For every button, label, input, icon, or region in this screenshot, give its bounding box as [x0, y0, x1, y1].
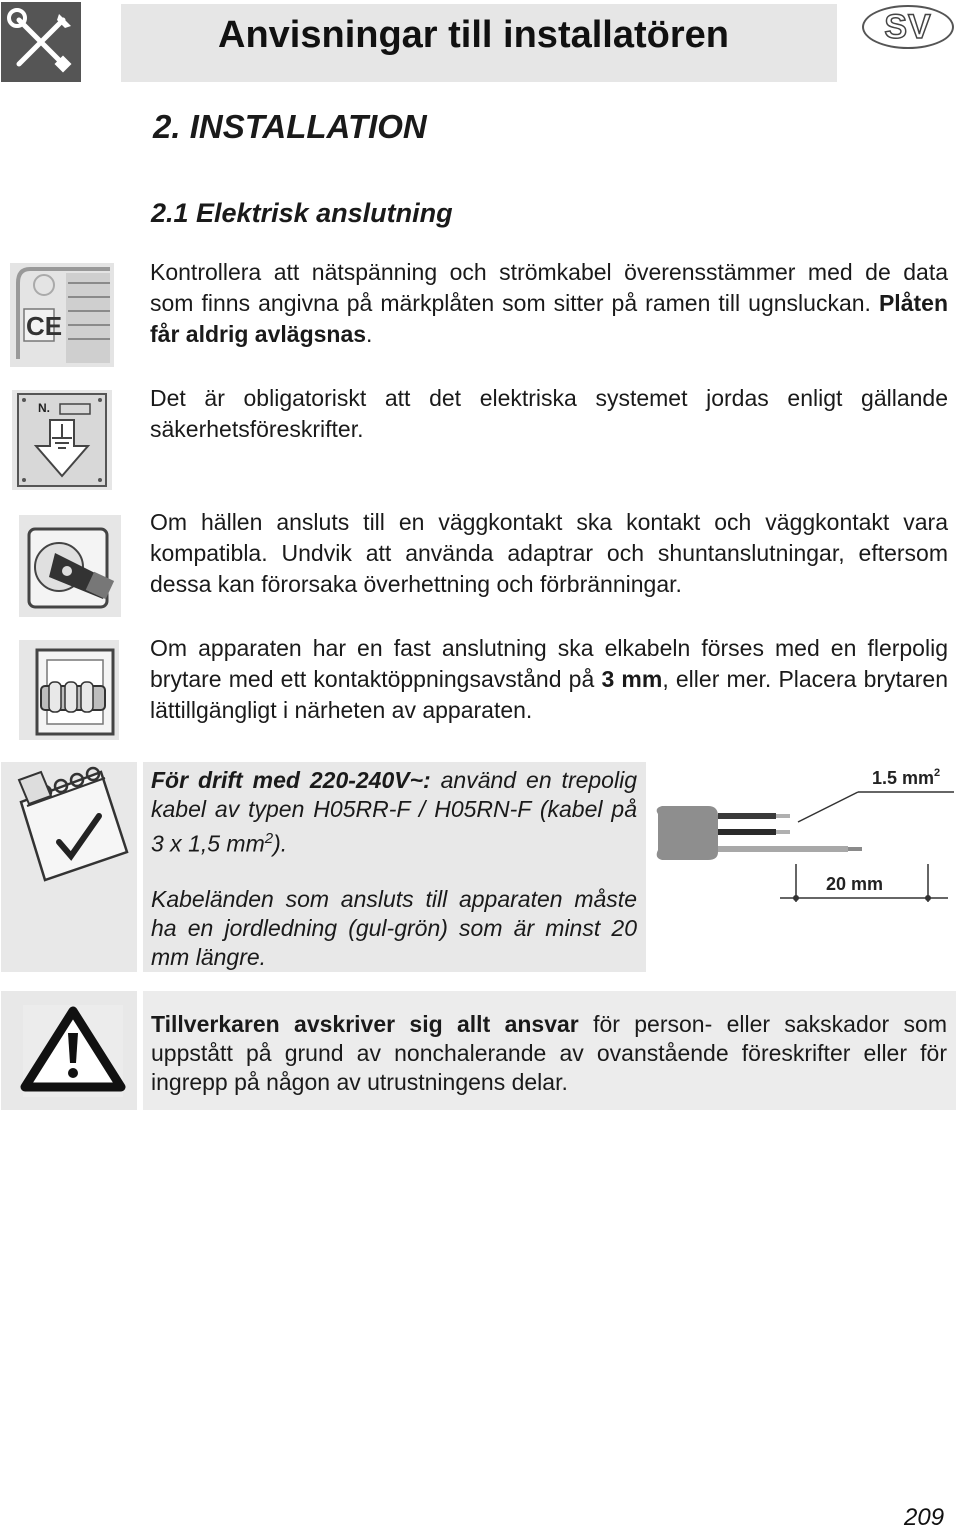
rating-plate-bold: Plåten får aldrig avlägsnas	[150, 290, 948, 347]
warning-text: för person- eller sakskador som uppstått på grund av nonchalerande av ovanstående föreskrifter eller för ingrepp på någon av utrustningens delar.	[151, 1011, 947, 1095]
cable-diagram	[650, 760, 956, 910]
svg-text:CE: CE	[26, 311, 63, 341]
cross-section-label: 1.5 mm	[872, 768, 935, 788]
warning-triangle-icon	[1, 991, 137, 1110]
cable-note-paragraph-1	[151, 766, 637, 859]
warning-paragraph	[151, 1010, 947, 1097]
rating-plate-text: Kontrollera att nätspänning och strömkabel överensstämmer med de data som finns angivna på märkplåten som sitter på ramen till ugnsluckan.	[150, 259, 948, 316]
section-heading: 2. INSTALLATION	[153, 108, 427, 145]
svg-text:1.5 mm2	[872, 767, 940, 788]
language-badge: SV	[862, 5, 954, 49]
rating-plate-ce-icon	[10, 263, 114, 367]
page-title: Anvisningar till installatören	[218, 14, 729, 56]
fixed-connection-paragraph	[150, 633, 948, 726]
socket-paragraph: Om hällen ansluts till en väggkontakt ska kontakt och väggkontakt vara kompatibla. Undvik att använda adaptrar och shuntanslutningar, eftersom dessa kan förorsaka överhettning och förbränningar.	[150, 509, 948, 597]
contact-gap-value: 3 mm	[601, 666, 663, 692]
checklist-notepad-icon	[1, 762, 137, 882]
page-number: 209	[904, 1504, 945, 1531]
cable-note-icon-box	[1, 762, 137, 972]
length-label: 20 mm	[826, 874, 884, 894]
warning-bold: Tillverkaren avskriver sig allt ansvar	[151, 1011, 579, 1037]
plug-socket-icon	[19, 515, 121, 617]
cable-type-text: använd en trepolig kabel av typen H05RR-F / H05RN-F (kabel på 3 x 1,5 mm	[151, 767, 637, 857]
header-icon-box	[1, 2, 81, 82]
rating-plate-end: .	[366, 321, 373, 347]
ground-symbol-icon	[12, 390, 112, 490]
fixed-connection-text-before: Om apparaten har en fast anslutning ska elkabeln förses med en flerpolig brytare med ett kontaktöppningsavstånd på	[150, 635, 948, 692]
tools-icon	[1, 2, 81, 82]
cable-note-paragraph-2: Kabeländen som ansluts till apparaten måste ha en jordledning (gul-grön) som är minst 20 mm längre.	[151, 886, 637, 970]
ground-icon-label: N.	[38, 401, 50, 415]
cable-type-end: ).	[273, 830, 288, 857]
voltage-lead: För drift med 220-240V~:	[151, 767, 431, 793]
fixed-connection-text-after: , eller mer. Placera brytaren lättillgängligt i närheten av apparaten.	[150, 666, 948, 723]
rating-plate-paragraph	[150, 257, 948, 350]
cable-diagram-icon	[650, 760, 956, 910]
cross-section-sup: 2	[934, 767, 941, 779]
subsection-heading: 2.1 Elektrisk anslutning	[151, 198, 453, 228]
multipole-switch-icon	[19, 640, 119, 740]
cable-sup: 2	[264, 830, 274, 847]
grounding-paragraph: Det är obligatoriskt att det elektriska systemet jordas enligt gällande säkerhetsföreskrifter.	[150, 385, 948, 442]
warning-icon-box	[1, 991, 137, 1110]
